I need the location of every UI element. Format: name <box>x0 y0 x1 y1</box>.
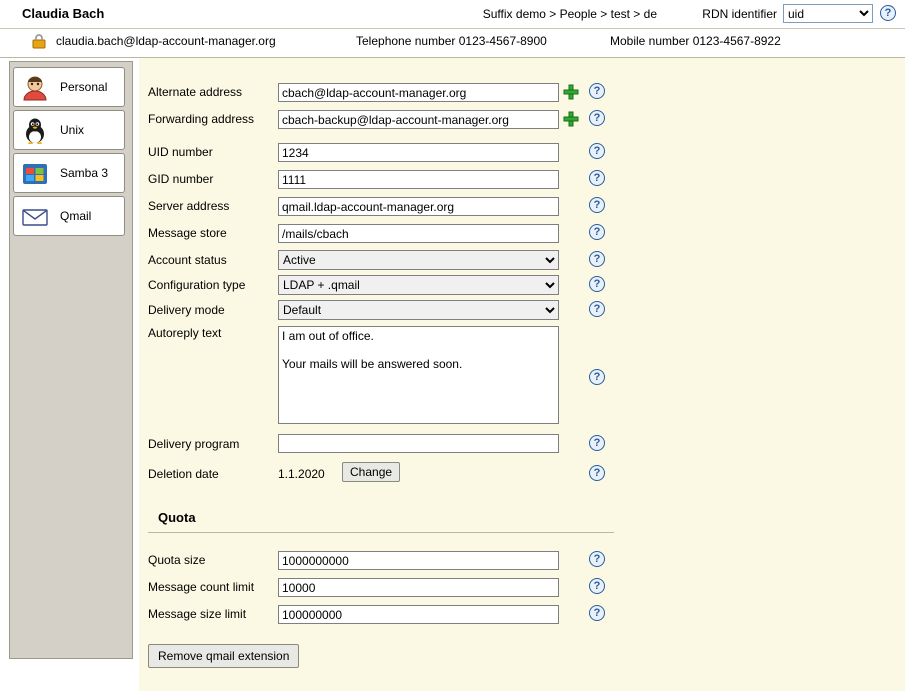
help-icon[interactable]: ? <box>589 110 605 126</box>
message-count-limit-label: Message count limit <box>148 580 255 594</box>
configuration-type-select[interactable] <box>278 275 559 295</box>
rdn-identifier-select[interactable] <box>783 4 873 23</box>
header-top-row <box>0 0 905 29</box>
alternate-address-label: Alternate address <box>148 85 243 99</box>
page-title: Claudia Bach <box>22 6 105 21</box>
autoreply-text-textarea[interactable] <box>278 326 559 424</box>
delivery-mode-label: Delivery mode <box>148 303 225 317</box>
qmail-form <box>139 58 905 691</box>
help-icon[interactable]: ? <box>589 143 605 159</box>
module-tab-column <box>9 61 133 659</box>
help-icon[interactable]: ? <box>589 224 605 240</box>
page-header <box>0 0 905 58</box>
mobile-number: Mobile number 0123-4567-8922 <box>610 34 781 48</box>
quota-size-label: Quota size <box>148 553 206 567</box>
tab-samba3[interactable] <box>13 153 125 193</box>
quota-section-title: Quota <box>158 510 196 525</box>
lock-icon <box>32 34 46 49</box>
tab-label: Personal <box>60 80 108 94</box>
account-status-label: Account status <box>148 253 227 267</box>
message-size-limit-input[interactable] <box>278 605 559 624</box>
delivery-program-label: Delivery program <box>148 437 240 451</box>
tab-label: Qmail <box>60 209 92 223</box>
help-icon[interactable]: ? <box>589 197 605 213</box>
plus-icon[interactable] <box>563 111 579 127</box>
account-status-select[interactable] <box>278 250 559 270</box>
message-count-limit-input[interactable] <box>278 578 559 597</box>
gid-number-input[interactable] <box>278 170 559 189</box>
quota-size-input[interactable] <box>278 551 559 570</box>
delivery-mode-select[interactable] <box>278 300 559 320</box>
plus-icon[interactable] <box>563 84 579 100</box>
help-icon[interactable]: ? <box>589 605 605 621</box>
autoreply-text-label: Autoreply text <box>148 326 222 340</box>
help-icon[interactable]: ? <box>589 578 605 594</box>
windows-icon <box>21 161 49 187</box>
tab-label: Samba 3 <box>60 166 109 180</box>
page-body <box>0 58 905 691</box>
configuration-type-label: Configuration type <box>148 278 246 292</box>
help-icon[interactable]: ? <box>589 251 605 267</box>
message-store-input[interactable] <box>278 224 559 243</box>
tab-personal[interactable] <box>13 67 125 107</box>
help-icon[interactable]: ? <box>589 369 605 385</box>
help-icon[interactable]: ? <box>589 301 605 317</box>
tux-icon <box>21 118 49 144</box>
help-icon[interactable]: ? <box>589 83 605 99</box>
uid-number-input[interactable] <box>278 143 559 162</box>
help-icon[interactable]: ? <box>880 5 896 21</box>
help-icon[interactable]: ? <box>589 465 605 481</box>
breadcrumb <box>483 7 657 21</box>
gid-number-label: GID number <box>148 172 214 186</box>
uid-number-label: UID number <box>148 145 213 159</box>
rdn-identifier-label: RDN identifier <box>702 7 777 21</box>
message-size-limit-label: Message size limit <box>148 607 247 621</box>
personal-icon <box>21 75 49 101</box>
server-address-input[interactable] <box>278 197 559 216</box>
forwarding-address-label: Forwarding address <box>148 112 255 126</box>
message-store-label: Message store <box>148 226 227 240</box>
server-address-label: Server address <box>148 199 230 213</box>
deletion-date-label: Deletion date <box>148 467 219 481</box>
header-bottom-row <box>0 29 905 57</box>
help-icon[interactable]: ? <box>589 435 605 451</box>
delivery-program-input[interactable] <box>278 434 559 453</box>
help-icon[interactable]: ? <box>589 551 605 567</box>
alternate-address-input[interactable] <box>278 83 559 102</box>
section-divider <box>148 532 614 533</box>
user-email: claudia.bach@ldap-account-manager.org <box>56 34 276 48</box>
suffix-label: Suffix <box>482 7 513 21</box>
tab-unix[interactable] <box>13 110 125 150</box>
tab-label: Unix <box>60 123 85 137</box>
tab-qmail[interactable] <box>13 196 125 236</box>
suffix-path: demo > People > test > de <box>515 7 657 21</box>
forwarding-address-input[interactable] <box>278 110 559 129</box>
remove-qmail-extension-button[interactable]: Remove qmail extension <box>148 644 299 668</box>
help-icon[interactable]: ? <box>589 170 605 186</box>
deletion-date-value: 1.1.2020 <box>278 467 325 481</box>
help-icon[interactable]: ? <box>589 276 605 292</box>
telephone-number: Telephone number 0123-4567-8900 <box>356 34 547 48</box>
envelope-icon <box>21 204 49 230</box>
change-deletion-date-button[interactable]: Change <box>342 462 400 482</box>
